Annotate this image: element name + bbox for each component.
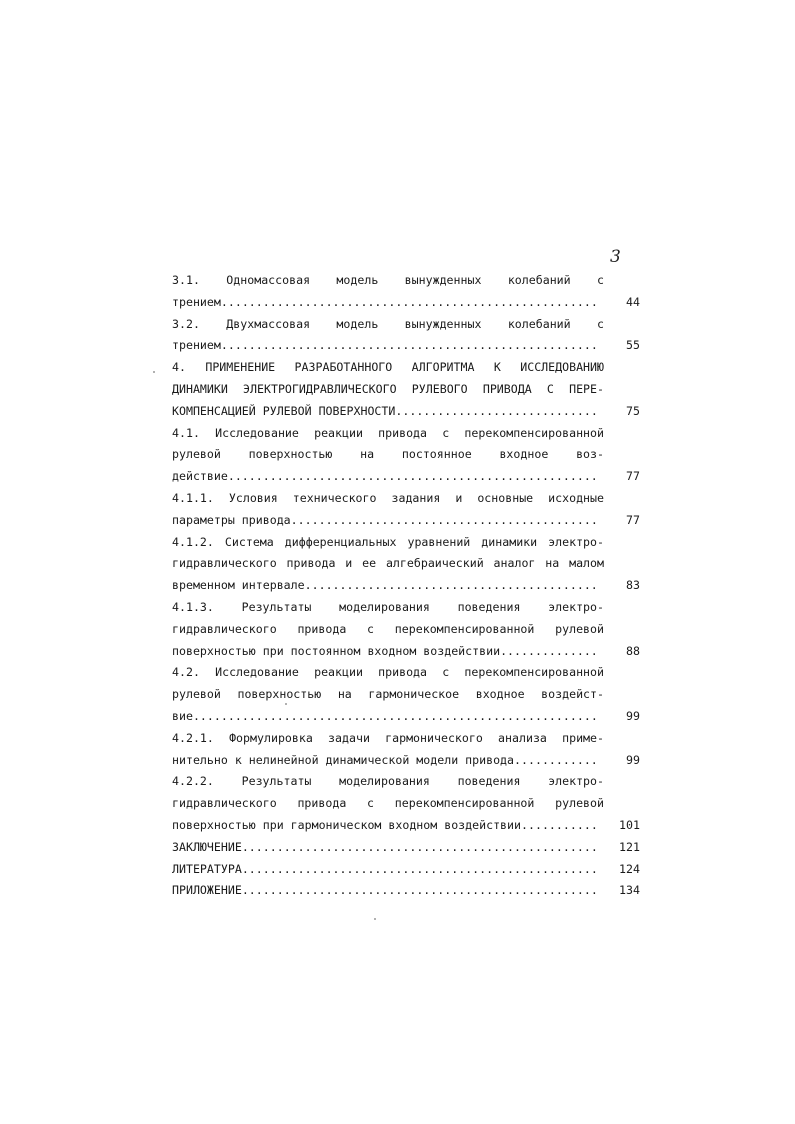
toc-entry [172,662,640,727]
toc-entry-text: ДИНАМИКИ ЭЛЕКТРОГИДРАВЛИЧЕСКОГО РУЛЕВОГО ПРИВОДА С ПЕРЕ- [172,381,604,396]
toc-entry [172,728,640,772]
toc-entry-title: КОМПЕНСАЦИЕЙ РУЛЕВОЙ ПОВЕРХНОСТИ [172,403,396,418]
toc-entry-text: 3.1. Одномассовая модель вынужденных колебаний с [172,273,604,287]
toc-page-number: 124 [619,861,640,876]
dot-leader [221,335,600,357]
toc-entry-text: 4.2.2. Результаты моделирования поведения электро- [172,774,604,789]
dot-leader [514,750,600,772]
toc-entry-title: трением [172,338,221,353]
toc-entry-title: ЛИТЕРАТУРА [172,861,242,876]
toc-page-number: 88 [626,643,640,658]
toc-page-number: 134 [619,883,640,898]
toc-entry-title: ПРИЛОЖЕНИЕ [172,883,242,898]
dot-leader [221,292,600,314]
toc-entry-text: 4.1. Исследование реакции привода с перекомпенсированной [172,425,604,440]
toc-entry-text: гидравлического привода с перекомпенсированной рулевой [172,621,604,636]
toc-entry-text: 4.2.1. Формулировка задачи гармонического анализа приме- [172,730,604,745]
toc-entry [172,314,640,358]
toc-entry-title: поверхностью при гармоническом входном воздействии [172,817,522,832]
toc-page-number: 99 [626,708,640,723]
toc-entry-text: рулевой поверхностью на постоянное входное воз- [172,447,604,462]
toc-page-number: 83 [626,578,640,593]
toc-entry [172,859,640,881]
toc-page-number: 77 [626,512,640,527]
toc-entry-text: рулевой поверхностью на гармоническое входное воздейст- [172,687,604,702]
toc-entry-title: нительно к нелинейной динамической модели привода [172,752,515,767]
toc-entry-title: ЗАКЛЮЧЕНИЕ [172,839,242,854]
toc-entry-text: 4.1.3. Результаты моделирования поведения электро- [172,599,604,614]
toc-page-number: 101 [619,817,640,832]
scan-speck [285,703,287,705]
toc-entry [172,837,640,859]
dot-leader [521,815,600,837]
toc-entry-text: 4. ПРИМЕНЕНИЕ РАЗРАБОТАННОГО АЛГОРИТМА К ИССЛЕДОВАНИЮ [172,360,604,375]
toc-entry-title: поверхностью при постоянном входном воздействии [172,643,501,658]
toc-page-number: 55 [626,338,640,353]
toc-entry [172,423,640,488]
toc-entry [172,270,640,314]
dot-leader [228,466,600,488]
toc-entry-text: гидравлического привода с перекомпенсированной рулевой [172,796,604,811]
dot-leader [305,575,600,597]
toc-entry-title: действие [172,469,228,484]
dot-leader [193,706,600,728]
toc-page-number: 121 [619,839,640,854]
page-number: 3 [610,247,621,267]
toc-entry-title: временном интервале [172,578,305,593]
toc-entry-title: параметры привода [172,512,291,527]
toc-entry [172,597,640,662]
scan-speck [374,918,376,920]
dot-leader [291,510,600,532]
toc-entry-text: 4.1.1. Условия технического задания и основные исходные [172,490,604,505]
toc-page-number: 77 [626,469,640,484]
dot-leader [242,880,600,902]
toc-entry [172,771,640,836]
table-of-contents [172,270,640,902]
dot-leader [242,837,600,859]
toc-entry [172,880,640,902]
toc-entry [172,488,640,532]
toc-entry [172,357,640,422]
toc-entry-text: гидравлического привода и ее алгебраический аналог на малом [172,556,604,571]
toc-entry-title: трением [172,294,221,309]
dot-leader [242,859,600,881]
dot-leader [500,641,600,663]
dot-leader [395,401,600,423]
toc-entry-text: 3.2. Двухмассовая модель вынужденных колебаний с [172,316,604,331]
scan-speck [153,371,155,373]
toc-page-number: 99 [626,752,640,767]
toc-entry-text: 4.2. Исследование реакции привода с перекомпенсированной [172,665,604,680]
toc-entry [172,532,640,597]
toc-entry-text: 4.1.2. Система дифференциальных уравнений динамики электро- [172,534,604,549]
toc-entry-title: вие [172,708,193,723]
toc-page-number: 75 [626,403,640,418]
toc-page-number: 44 [626,294,640,309]
